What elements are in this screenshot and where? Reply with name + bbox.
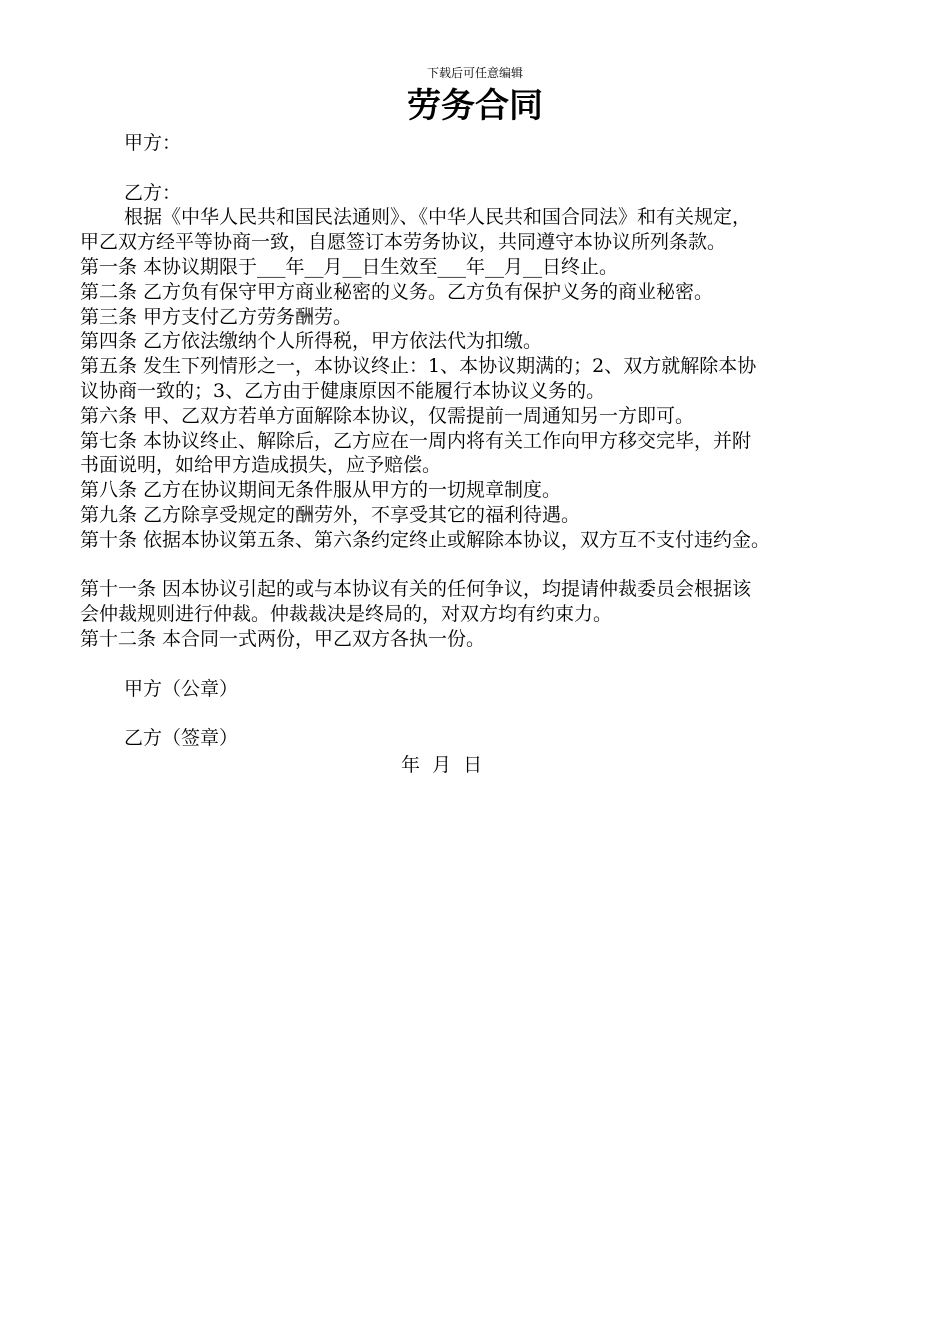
clause-7: 第七条 本协议终止、解除后，乙方应在一周内将有关工作向甲方移交完毕，并附 — [80, 429, 752, 452]
party-b-label: 乙方： — [124, 181, 182, 204]
document-title: 劳务合同 — [407, 86, 543, 126]
header-note: 下载后可任意编辑 — [426, 66, 523, 80]
preamble-line: 甲乙双方经平等协商一致，自愿签订本劳务协议，共同遵守本协议所列条款。 — [80, 231, 727, 254]
clause-9: 第九条 乙方除享受规定的酬劳外，不享受其它的福利待遇。 — [80, 503, 581, 526]
clause-4: 第四条 乙方依法缴纳个人所得税，甲方依法代为扣缴。 — [80, 330, 543, 353]
clause-6: 第六条 甲、乙双方若单方面解除本协议，仅需提前一周通知另一方即可。 — [80, 404, 695, 427]
preamble-line: 根据《中华人民共和国民法通则》、《中华人民共和国合同法》和有关规定， — [124, 206, 752, 229]
signature-party-b: 乙方（签章） — [124, 727, 239, 750]
clause-2: 第二条 乙方负有保守甲方商业秘密的义务。乙方负有保护义务的商业秘密。 — [80, 280, 714, 303]
spacer — [80, 156, 885, 181]
clause-1: 第一条 本协议期限于___年__月__日生效至___年__月__日终止。 — [80, 255, 619, 278]
clause-11: 第十一条 因本协议引起的或与本协议有关的任何争议，均提请仲裁委员会根据该 — [80, 578, 752, 601]
contract-body — [80, 131, 885, 751]
spacer — [80, 701, 885, 726]
clause-5-continued: 议协商一致的；3、乙方由于健康原因不能履行本协议义务的。 — [80, 379, 606, 402]
signature-party-a: 甲方（公章） — [124, 677, 239, 700]
clause-10: 第十条 依据本协议第五条、第六条约定终止或解除本协议，双方互不支付违约金。 — [80, 528, 771, 551]
clause-5: 第五条 发生下列情形之一，本协议终止：1、本协议期满的；2、双方就解除本协 — [80, 355, 757, 378]
clause-3: 第三条 甲方支付乙方劳务酬劳。 — [80, 305, 353, 328]
party-a-label: 甲方： — [124, 132, 182, 154]
clause-12: 第十二条 本合同一式两份，甲乙双方各执一份。 — [80, 627, 486, 650]
clause-8: 第八条 乙方在协议期间无条件服从甲方的一切规章制度。 — [80, 479, 562, 502]
signing-date: 年 月 日 — [401, 754, 483, 776]
spacer — [80, 553, 885, 578]
spacer — [80, 652, 885, 677]
clause-11-continued: 会仲裁规则进行仲裁。仲裁裁决是终局的，对双方均有约束力。 — [80, 603, 613, 626]
clause-7-continued: 书面说明，如给甲方造成损失，应予赔偿。 — [80, 454, 442, 477]
